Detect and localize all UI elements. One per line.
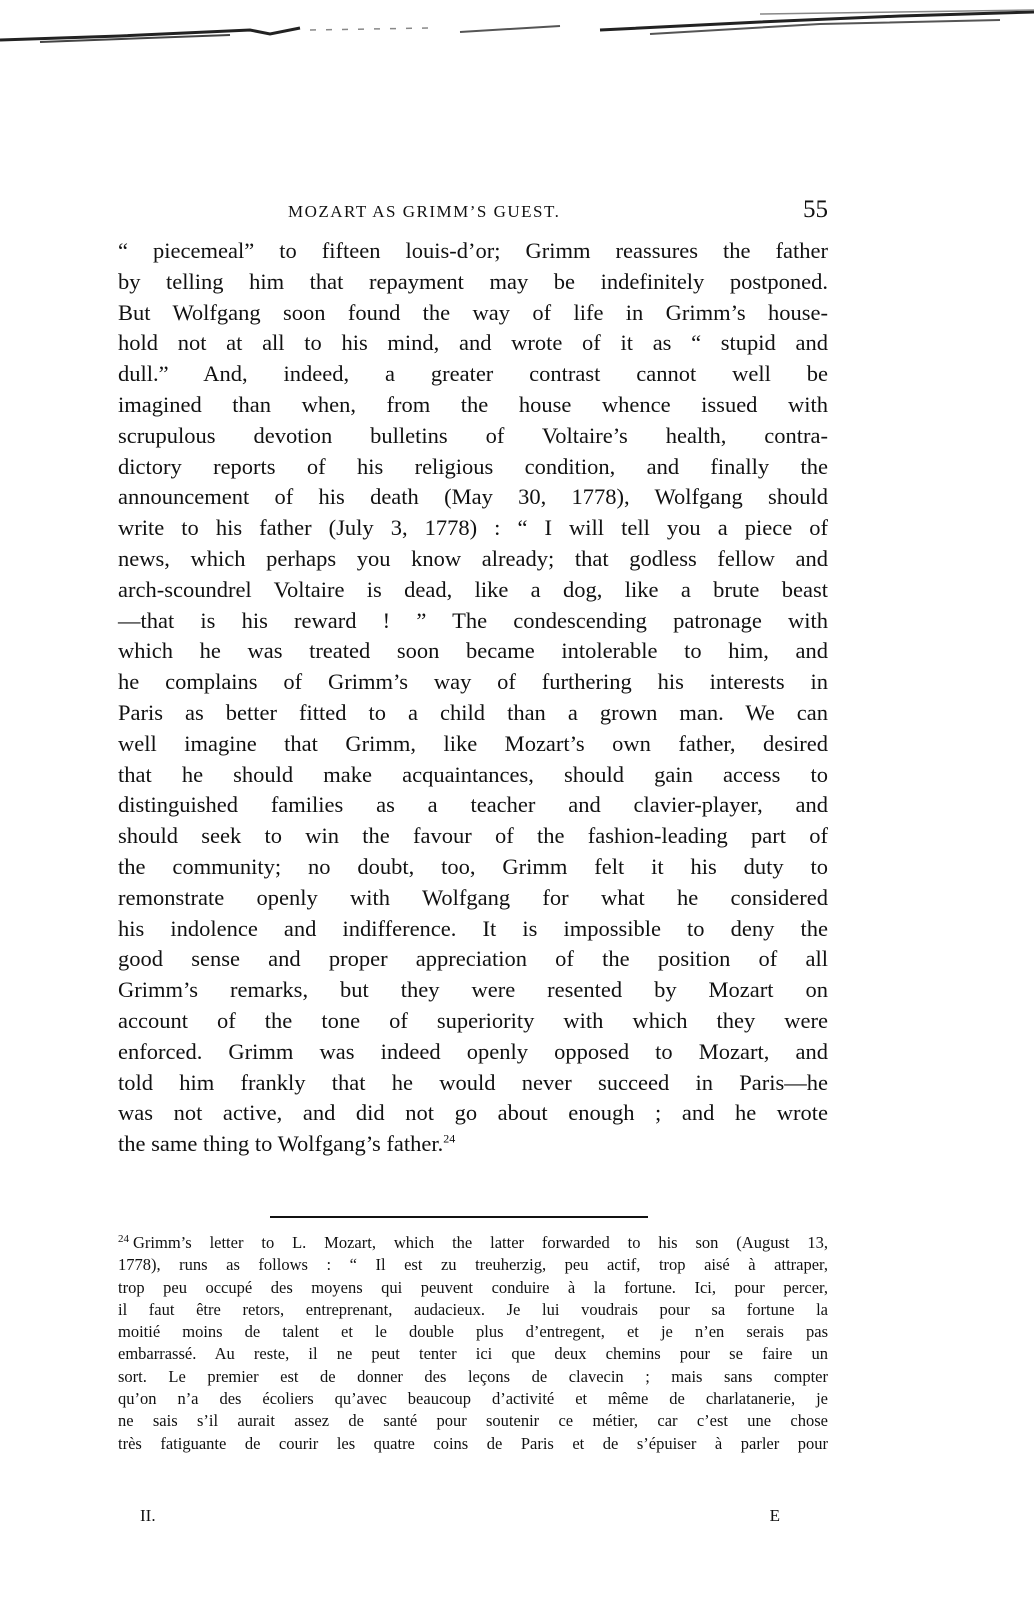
footnote-line: il faut être retors, entreprenant, audacieux. Je lui voudrais pour sa fortune la [118,1299,828,1319]
footnote-divider [270,1216,648,1218]
body-line: imagined than when, from the house whence issued with [118,391,828,417]
body-line: which he was treated soon became intolerable to him, and [118,638,828,664]
body-line: well imagine that Grimm, like Mozart’s own father, desired [118,730,828,756]
body-line: hold not at all to his mind, and wrote of it as “ stupid and [118,330,828,356]
body-line: he complains of Grimm’s way of furthering his interests in [118,669,828,695]
signature-letter: E [769,1506,780,1525]
footnote-line: sort. Le premier est de donner des leçons de clavecin ; mais sans compter [118,1366,828,1386]
signature-mark [140,1506,780,1536]
body-line: account of the tone of superiority with which they were [118,1007,828,1033]
body-line: announcement of his death (May 30, 1778), Wolfgang should [118,484,828,510]
scan-edge-artifact [0,0,1034,48]
footnote-line: embarrassé. Au reste, il ne peut tenter ici que deux chemins pour se faire un [118,1344,828,1364]
body-line: his indolence and indifference. It is impossible to deny the [118,915,828,941]
footnote-line: trop peu occupé des moyens qui peuvent conduire à la fortune. Ici, pour percer, [118,1277,828,1297]
footnote-marker: 24 [118,1232,129,1245]
body-line: by telling him that repayment may be indefinitely postponed. [118,268,828,294]
body-line: remonstrate openly with Wolfgang for what he considered [118,884,828,910]
page-number: 55 [803,196,828,223]
body-line: dull.” And, indeed, a greater contrast cannot well be [118,361,828,387]
running-title: MOZART AS GRIMM’S GUEST. [288,202,561,221]
footnote-line [118,1232,828,1254]
body-line: enforced. Grimm was indeed openly opposed to Mozart, and [118,1038,828,1064]
body-line: scrupulous devotion bulletins of Voltaire’s health, contra- [118,422,828,448]
body-line: —that is his reward ! ” The condescending patronage with [118,607,828,633]
body-line: write to his father (July 3, 1778) : “ I will tell you a piece of [118,515,828,541]
body-line: arch-scoundrel Voltaire is dead, like a dog, like a brute beast [118,576,828,602]
volume-mark: II. [140,1506,156,1525]
footnote-line: ne sais s’il aurait assez de santé pour soutenir ce métier, car c’est une chose [118,1411,828,1431]
body-line: news, which perhaps you know already; that godless fellow and [118,545,828,571]
body-text [118,236,828,1160]
body-line: But Wolfgang soon found the way of life in Grimm’s house- [118,299,828,325]
footnote-line: très fatiguante de courir les quatre coins de Paris et de s’épuiser à parler pour [118,1433,828,1453]
body-line-last [118,1129,828,1160]
footnote-line: qu’on n’a des écoliers qu’avec beaucoup d’activité et même de charlatanerie, je [118,1389,828,1409]
body-line-text: the same thing to Wolfgang’s father. [118,1131,444,1157]
body-line: dictory reports of his religious condition, and finally the [118,453,828,479]
footnote-line-text: Grimm’s letter to L. Mozart, which the latter forwarded to his son (August 13, [133,1233,828,1252]
running-head [118,196,828,236]
body-line: that he should make acquaintances, should gain access to [118,761,828,787]
body-line: good sense and proper appreciation of the position of all [118,946,828,972]
footnote-line: moitié moins de talent et le double plus d’entregent, et je n’en serais pas [118,1322,828,1342]
body-line: Grimm’s remarks, but they were resented by Mozart on [118,977,828,1003]
footnote [118,1232,828,1455]
body-line: “ piecemeal” to fifteen louis-d’or; Grimm reassures the father [118,238,828,263]
body-line: told him frankly that he would never succeed in Paris—he [118,1069,828,1095]
body-line: should seek to win the favour of the fashion-leading part of [118,823,828,849]
body-line: was not active, and did not go about enough ; and he wrote [118,1100,828,1126]
footnote-line: 1778), runs as follows : “ Il est zu treuherzig, peu actif, trop aisé à attraper, [118,1255,828,1275]
body-line: distinguished families as a teacher and clavier-player, and [118,792,828,818]
body-line: Paris as better fitted to a child than a grown man. We can [118,699,828,725]
body-line: the community; no doubt, too, Grimm felt it his duty to [118,853,828,879]
footnote-reference[interactable]: 24 [443,1131,456,1146]
